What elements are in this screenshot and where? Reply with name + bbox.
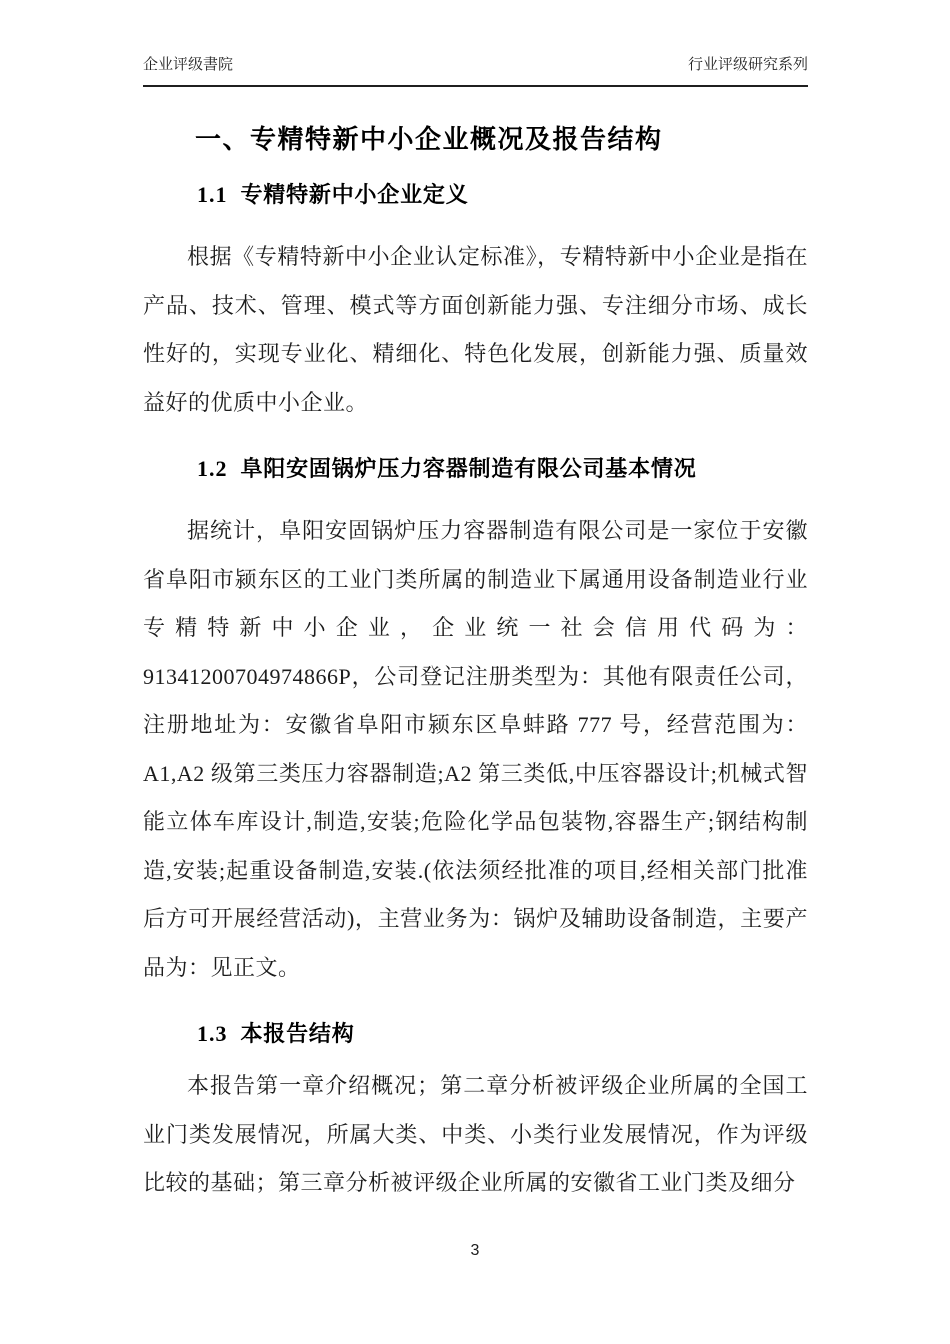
page-header [143,0,808,87]
section-number: 1.2 [197,456,228,481]
chapter-title: 一、专精特新中小企业概况及报告结构 [195,125,663,154]
section-1-1-paragraph: 根据《专精特新中小企业认定标准》，专精特新中小企业是指在产品、技术、管理、模式等方面创新能力强、专注细分市场、成长性好的，实现专业化、精细化、特色化发展，创新能力强、质量效益好的优质中小企业。 [143,244,808,415]
section-number: 1.3 [197,1021,228,1046]
header-left-label: 企业评级書院 [143,56,234,73]
section-heading-1-1 [197,183,808,207]
section-heading-text: 专精特新中小企业定义 [240,182,469,207]
section-1-3-paragraph: 本报告第一章介绍概况；第二章分析被评级企业所属的全国工业门类发展情况，所属大类、中类、小类行业发展情况，作为评级比较的基础；第三章分析被评级企业所属的安徽省工业门类及细分 [143,1073,808,1195]
section-1-2-paragraph: 据统计，阜阳安固锅炉压力容器制造有限公司是一家位于安徽省阜阳市颍东区的工业门类所属的制造业下属通用设备制造业行业专精特新中小企业，企业统一社会信用代码为：91341200704974866P，公司登记注册类型为：其他有限责任公司，注册地址为：安徽省阜阳市颍东区阜蚌路 777 号，经营范围为：A1,A2 级第三类压力容器制造;A2 第三类低,中压容器设计;机械式智能立体车库设计,制造,安装;危险化学品包装物,容器生产;钢结构制造,安装;起重设备制造,安装.(依法须经批准的项目,经相关部门批准后方可开展经营活动)，主营业务为：锅炉及辅助设备制造，主要产品为：见正文。 [143,518,808,980]
section-heading-1-2 [197,457,808,481]
page-number: 3 [470,1242,480,1259]
section-heading-text: 本报告结构 [240,1021,355,1046]
section-number: 1.1 [197,182,228,207]
section-heading-1-3 [197,1022,808,1046]
header-right-label: 行业评级研究系列 [687,56,808,73]
section-heading-text: 阜阳安固锅炉压力容器制造有限公司基本情况 [240,456,697,481]
